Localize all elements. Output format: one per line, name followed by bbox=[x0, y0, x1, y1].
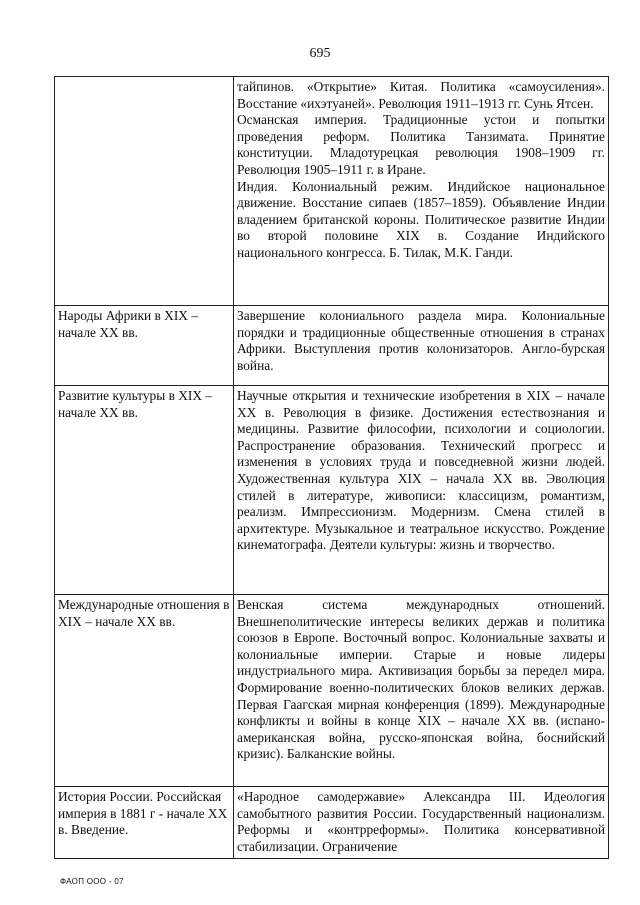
content-paragraph: «Народное самодержавие» Александра III. Идеология самобытного развития России. Государственный национализм. Реформы и «контрреформы». Политика консервативной стабилизации. Ограничение bbox=[237, 789, 605, 854]
content-cell bbox=[234, 306, 609, 386]
topic-cell: Народы Африки в XIX – начале XX вв. bbox=[55, 306, 234, 386]
topic-cell bbox=[55, 77, 234, 306]
page-number: 695 bbox=[309, 46, 331, 61]
content-cell bbox=[234, 595, 609, 787]
table-row bbox=[55, 386, 609, 595]
table-row bbox=[55, 306, 609, 386]
document-footer: ФАОП ООО - 07 bbox=[60, 877, 124, 886]
topic-cell: Международные отношения в XIX – начале XX вв. bbox=[55, 595, 234, 787]
table-row bbox=[55, 787, 609, 859]
content-paragraph: Научные открытия и технические изобретения в XIX – начале XX в. Революция в физике. Достижения естествознания и медицины. Развитие философии, психологии и социологии. Распространение образования. Технический прогресс и изменения в условиях труда и повседневной жизни людей. Художественная культура XIX – начала XX вв. Эволюция стилей в литературе, живописи: классицизм, романтизм, реализм. Импрессионизм. Модернизм. Смена стилей в архитектуре. Музыкальное и театральное искусство. Рождение кинематографа. Деятели культуры: жизнь и творчество. bbox=[237, 388, 605, 553]
content-cell bbox=[234, 77, 609, 306]
content-paragraph: тайпинов. «Открытие» Китая. Политика «самоусиления». Восстание «ихэтуаней». Революция 1911–1913 гг. Сунь Ятсен. bbox=[237, 79, 605, 111]
table-row bbox=[55, 595, 609, 787]
curriculum-table bbox=[54, 76, 609, 859]
topic-cell: История России. Российская империя в 1881 г - начале XX в. Введение. bbox=[55, 787, 234, 859]
content-cell bbox=[234, 386, 609, 595]
content-cell bbox=[234, 787, 609, 859]
content-paragraph: Османская империя. Традиционные устои и попытки проведения реформ. Политика Танзимата. Принятие конституции. Младотурецкая революция 1908–1909 гг. Революция 1905–1911 г. в Иране. bbox=[237, 112, 605, 177]
topic-cell: Развитие культуры в XIX – начале XX вв. bbox=[55, 386, 234, 595]
content-paragraph: Завершение колониального раздела мира. Колониальные порядки и традиционные общественные отношения в странах Африки. Выступления против колонизаторов. Англо-бурская война. bbox=[237, 308, 605, 373]
table-row bbox=[55, 77, 609, 306]
content-paragraph: Индия. Колониальный режим. Индийское национальное движение. Восстание сипаев (1857–1859). Объявление Индии владением британской короны. Политическое развитие Индии во второй половине XIX в. Создание Индийского национального конгресса. Б. Тилак, М.К. Ганди. bbox=[237, 178, 605, 260]
content-paragraph: Венская система международных отношений. Внешнеполитические интересы великих держав и политика союзов в Европе. Восточный вопрос. Колониальные захваты и колониальные империи. Старые и новые лидеры индустриального мира. Активизация борьбы за передел мира. Формирование военно-политических блоков великих держав. Первая Гаагская мирная конференция (1899). Международные конфликты и войны в конце XIX – начале XX вв. (испано-американская война, русско-японская война, боснийский кризис). Балканские войны. bbox=[237, 597, 605, 762]
